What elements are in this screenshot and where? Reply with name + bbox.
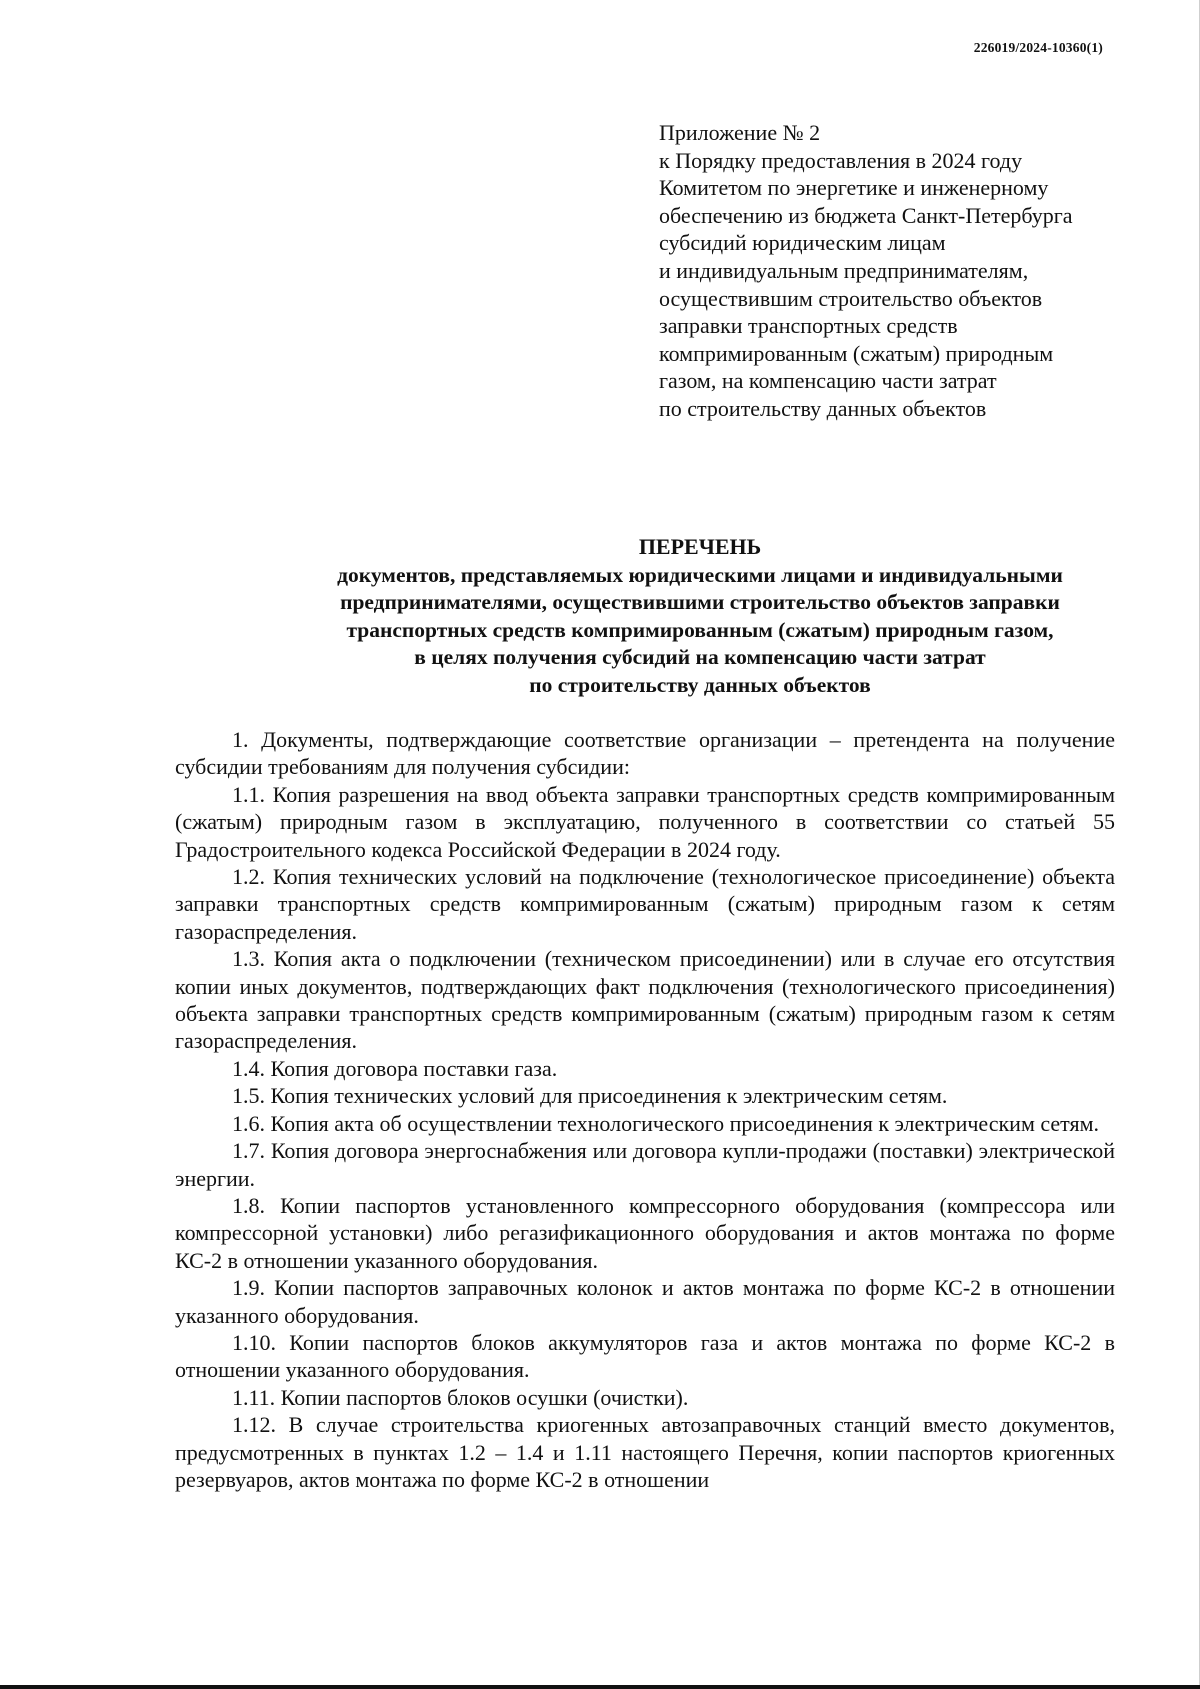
paragraph-1-11: 1.11. Копии паспортов блоков осушки (очистки). — [232, 1384, 689, 1410]
appendix-line: и индивидуальным предпринимателям, — [659, 257, 1029, 283]
heading-subtitle-line: транспортных средств компримированным (сжатым) природным газом, — [346, 617, 1054, 642]
paragraph-1-9: 1.9. Копии паспортов заправочных колонок и актов монтажа по форме КС-2 в отношении указанного оборудования. — [175, 1275, 1115, 1328]
paragraph-1: 1. Документы, подтверждающие соответствие организации – претендента на получение субсидии требованиям для получения субсидии: — [175, 727, 1115, 780]
appendix-line: газом, на компенсацию части затрат — [659, 368, 997, 394]
document-number: 226019/2024-10360(1) — [973, 40, 1103, 55]
appendix-line: заправки транспортных средств — [659, 313, 958, 339]
appendix-line: Комитетом по энергетике и инженерному — [659, 175, 1049, 201]
paragraph-1-10: 1.10. Копии паспортов блоков аккумуляторов газа и актов монтажа по форме КС-2 в отношении указанного оборудования. — [175, 1329, 1115, 1383]
heading-title: ПЕРЕЧЕНЬ — [638, 534, 762, 559]
paragraph-1-2: 1.2. Копия технических условий на подключение (технологическое присоединение) объекта заправки транспортных средств компримированным (сжатым) природным газом к сетям газораспределения. — [175, 864, 1115, 944]
scan-bottom-bar — [0, 1685, 1200, 1689]
appendix-line: обеспечению из бюджета Санкт-Петербурга — [659, 202, 1073, 228]
appendix-line: Приложение № 2 — [659, 120, 821, 145]
paragraph-1-4: 1.4. Копия договора поставки газа. — [232, 1055, 558, 1081]
document-heading — [0, 533, 1200, 699]
paragraph-1-7: 1.7. Копия договора энергоснабжения или договора купли-продажи (поставки) электрической энергии. — [175, 1138, 1115, 1191]
document-body — [175, 726, 1115, 1493]
paragraph-1-5: 1.5. Копия технических условий для присоединения к электрическим сетям. — [232, 1083, 948, 1109]
appendix-line: компримированным (сжатым) природным — [659, 340, 1054, 366]
appendix-line: по строительству данных объектов — [659, 395, 987, 421]
paragraph-1-6: 1.6. Копия акта об осуществлении технологического присоединения к электрическим сетям. — [232, 1110, 1100, 1136]
appendix-line: к Порядку предоставления в 2024 году — [659, 147, 1023, 173]
heading-subtitle-line: в целях получения субсидий на компенсацию части затрат — [414, 645, 986, 669]
appendix-line: субсидий юридическим лицам — [659, 230, 946, 256]
paragraph-1-12: 1.12. В случае строительства криогенных автозаправочных станций вместо документов, предусмотренных в пунктах 1.2 – 1.4 и 1.11 настоящего Перечня, копии паспортов криогенных резервуаров, актов монтажа по форме КС-2 в отношении — [175, 1412, 1115, 1492]
heading-subtitle-line: по строительству данных объектов — [529, 672, 871, 697]
appendix-block — [659, 119, 1129, 423]
paragraph-1-8: 1.8. Копии паспортов установленного компрессорного оборудования (компрессора или компрессорной установки) либо регазификационного оборудования и актов монтажа по форме КС-2 в отношении указанного оборудования. — [175, 1192, 1115, 1273]
paragraph-1-3: 1.3. Копия акта о подключении (техническом присоединении) или в случае его отсутствия копии иных документов, подтверждающих факт подключения (технологического присоединения) объекта заправки транспортных средств компримированным (сжатым) природным газом к сетям газораспределения. — [175, 946, 1115, 1054]
appendix-line: осуществившим строительство объектов — [659, 285, 1043, 311]
heading-subtitle-line: документов, представляемых юридическими лицами и индивидуальными — [337, 562, 1063, 587]
heading-subtitle-line: предпринимателями, осуществившими строительство объектов заправки — [340, 590, 1060, 614]
paragraph-1-1: 1.1. Копия разрешения на ввод объекта заправки транспортных средств компримированным (сжатым) природным газом в эксплуатацию, полученного в соответствии со статьей 55 Градостроительного кодекса Российской Федерации в 2024 году. — [175, 781, 1115, 862]
